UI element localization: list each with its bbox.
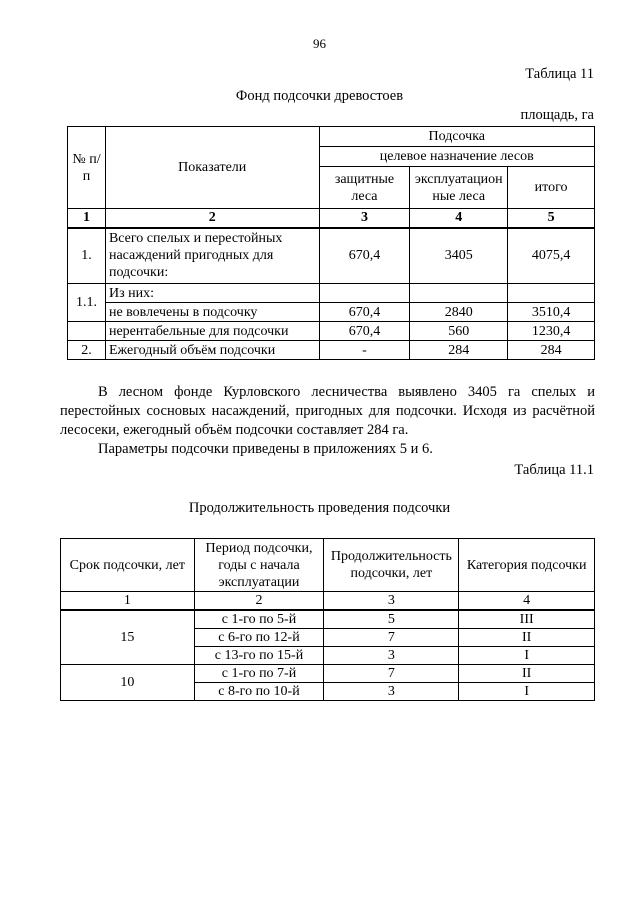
table-row <box>68 341 595 360</box>
category-value: III <box>459 610 595 629</box>
row-protective <box>319 284 410 303</box>
category-value: II <box>459 665 595 683</box>
table-11-1-title: Продолжительность проведения подсочки <box>188 500 451 516</box>
table-row <box>68 303 595 322</box>
table-row <box>61 610 595 629</box>
col-number: 3 <box>324 592 459 611</box>
header-duration: Продолжительность подсочки, лет <box>324 539 459 592</box>
row-exploitation: 2840 <box>410 303 508 322</box>
category-value: I <box>459 647 595 665</box>
paragraph-forest-fund: В лесном фонде Курловского лесничества выявлено 3405 га спелых и перестойных сосновых насаждений, пригодных для подсочки. Исходя из расчётной лесосеки, ежегодный объём подсочки составляет 284 га. <box>60 384 595 438</box>
row-label: Всего спелых и перестойных насаждений пригодных для подсочки: <box>105 228 319 284</box>
header-num: № п/п <box>68 127 106 209</box>
header-indicators: Показатели <box>105 127 319 209</box>
row-label: Из них: <box>105 284 319 303</box>
header-period: Период подсочки, годы с начала эксплуатации <box>194 539 324 592</box>
row-total: 3510,4 <box>508 303 595 322</box>
header-total: итого <box>508 167 595 209</box>
header-category: Категория подсочки <box>459 539 595 592</box>
row-label: Ежегодный объём подсочки <box>105 341 319 360</box>
table-11-1 <box>60 538 595 701</box>
duration-value: 3 <box>324 683 459 701</box>
term-value: 10 <box>61 665 195 701</box>
col-number: 4 <box>410 209 508 228</box>
row-num: 1.1. <box>68 284 106 322</box>
col-number: 2 <box>105 209 319 228</box>
table-row <box>61 665 595 683</box>
col-number: 1 <box>68 209 106 228</box>
term-value: 15 <box>61 610 195 665</box>
col-number: 5 <box>508 209 595 228</box>
table-11-1-label: Таблица 11.1 <box>514 462 594 478</box>
period-value: с 13-го по 15-й <box>194 647 324 665</box>
period-value: с 8-го по 10-й <box>194 683 324 701</box>
duration-value: 7 <box>324 629 459 647</box>
duration-value: 3 <box>324 647 459 665</box>
row-total <box>508 284 595 303</box>
row-protective: 670,4 <box>319 303 410 322</box>
header-podsochka: Подсочка <box>319 127 595 147</box>
row-label: нерентабельные для подсочки <box>105 322 319 341</box>
row-num: 2. <box>68 341 106 360</box>
row-num <box>68 322 106 341</box>
row-exploitation: 284 <box>410 341 508 360</box>
table-row <box>68 322 595 341</box>
row-label: не вовлечены в подсочку <box>105 303 319 322</box>
col-number: 2 <box>194 592 324 611</box>
row-total: 284 <box>508 341 595 360</box>
header-protective: защитные леса <box>319 167 410 209</box>
col-number: 1 <box>61 592 195 611</box>
duration-value: 5 <box>324 610 459 629</box>
period-value: с 1-го по 5-й <box>194 610 324 629</box>
category-value: I <box>459 683 595 701</box>
table-11-unit: площадь, га <box>520 107 594 123</box>
period-value: с 1-го по 7-й <box>194 665 324 683</box>
row-exploitation: 3405 <box>410 228 508 284</box>
table-11 <box>67 126 595 360</box>
page-number: 96 <box>313 36 326 51</box>
col-number: 4 <box>459 592 595 611</box>
row-protective: 670,4 <box>319 228 410 284</box>
table-11-label: Таблица 11 <box>525 66 594 82</box>
col-number: 3 <box>319 209 410 228</box>
category-value: II <box>459 629 595 647</box>
period-value: с 6-го по 12-й <box>194 629 324 647</box>
table-row <box>68 228 595 284</box>
header-purpose: целевое назначение лесов <box>319 147 595 167</box>
row-protective: 670,4 <box>319 322 410 341</box>
row-total: 4075,4 <box>508 228 595 284</box>
table-11-title: Фонд подсочки древостоев <box>235 88 404 104</box>
table-row <box>68 284 595 303</box>
duration-value: 7 <box>324 665 459 683</box>
row-num: 1. <box>68 228 106 284</box>
row-protective: - <box>319 341 410 360</box>
paragraph-parameters: Параметры подсочки приведены в приложениях 5 и 6. <box>98 441 433 457</box>
row-total: 1230,4 <box>508 322 595 341</box>
header-exploitation: эксплуатационные леса <box>410 167 508 209</box>
row-exploitation <box>410 284 508 303</box>
header-term: Срок подсочки, лет <box>61 539 195 592</box>
row-exploitation: 560 <box>410 322 508 341</box>
